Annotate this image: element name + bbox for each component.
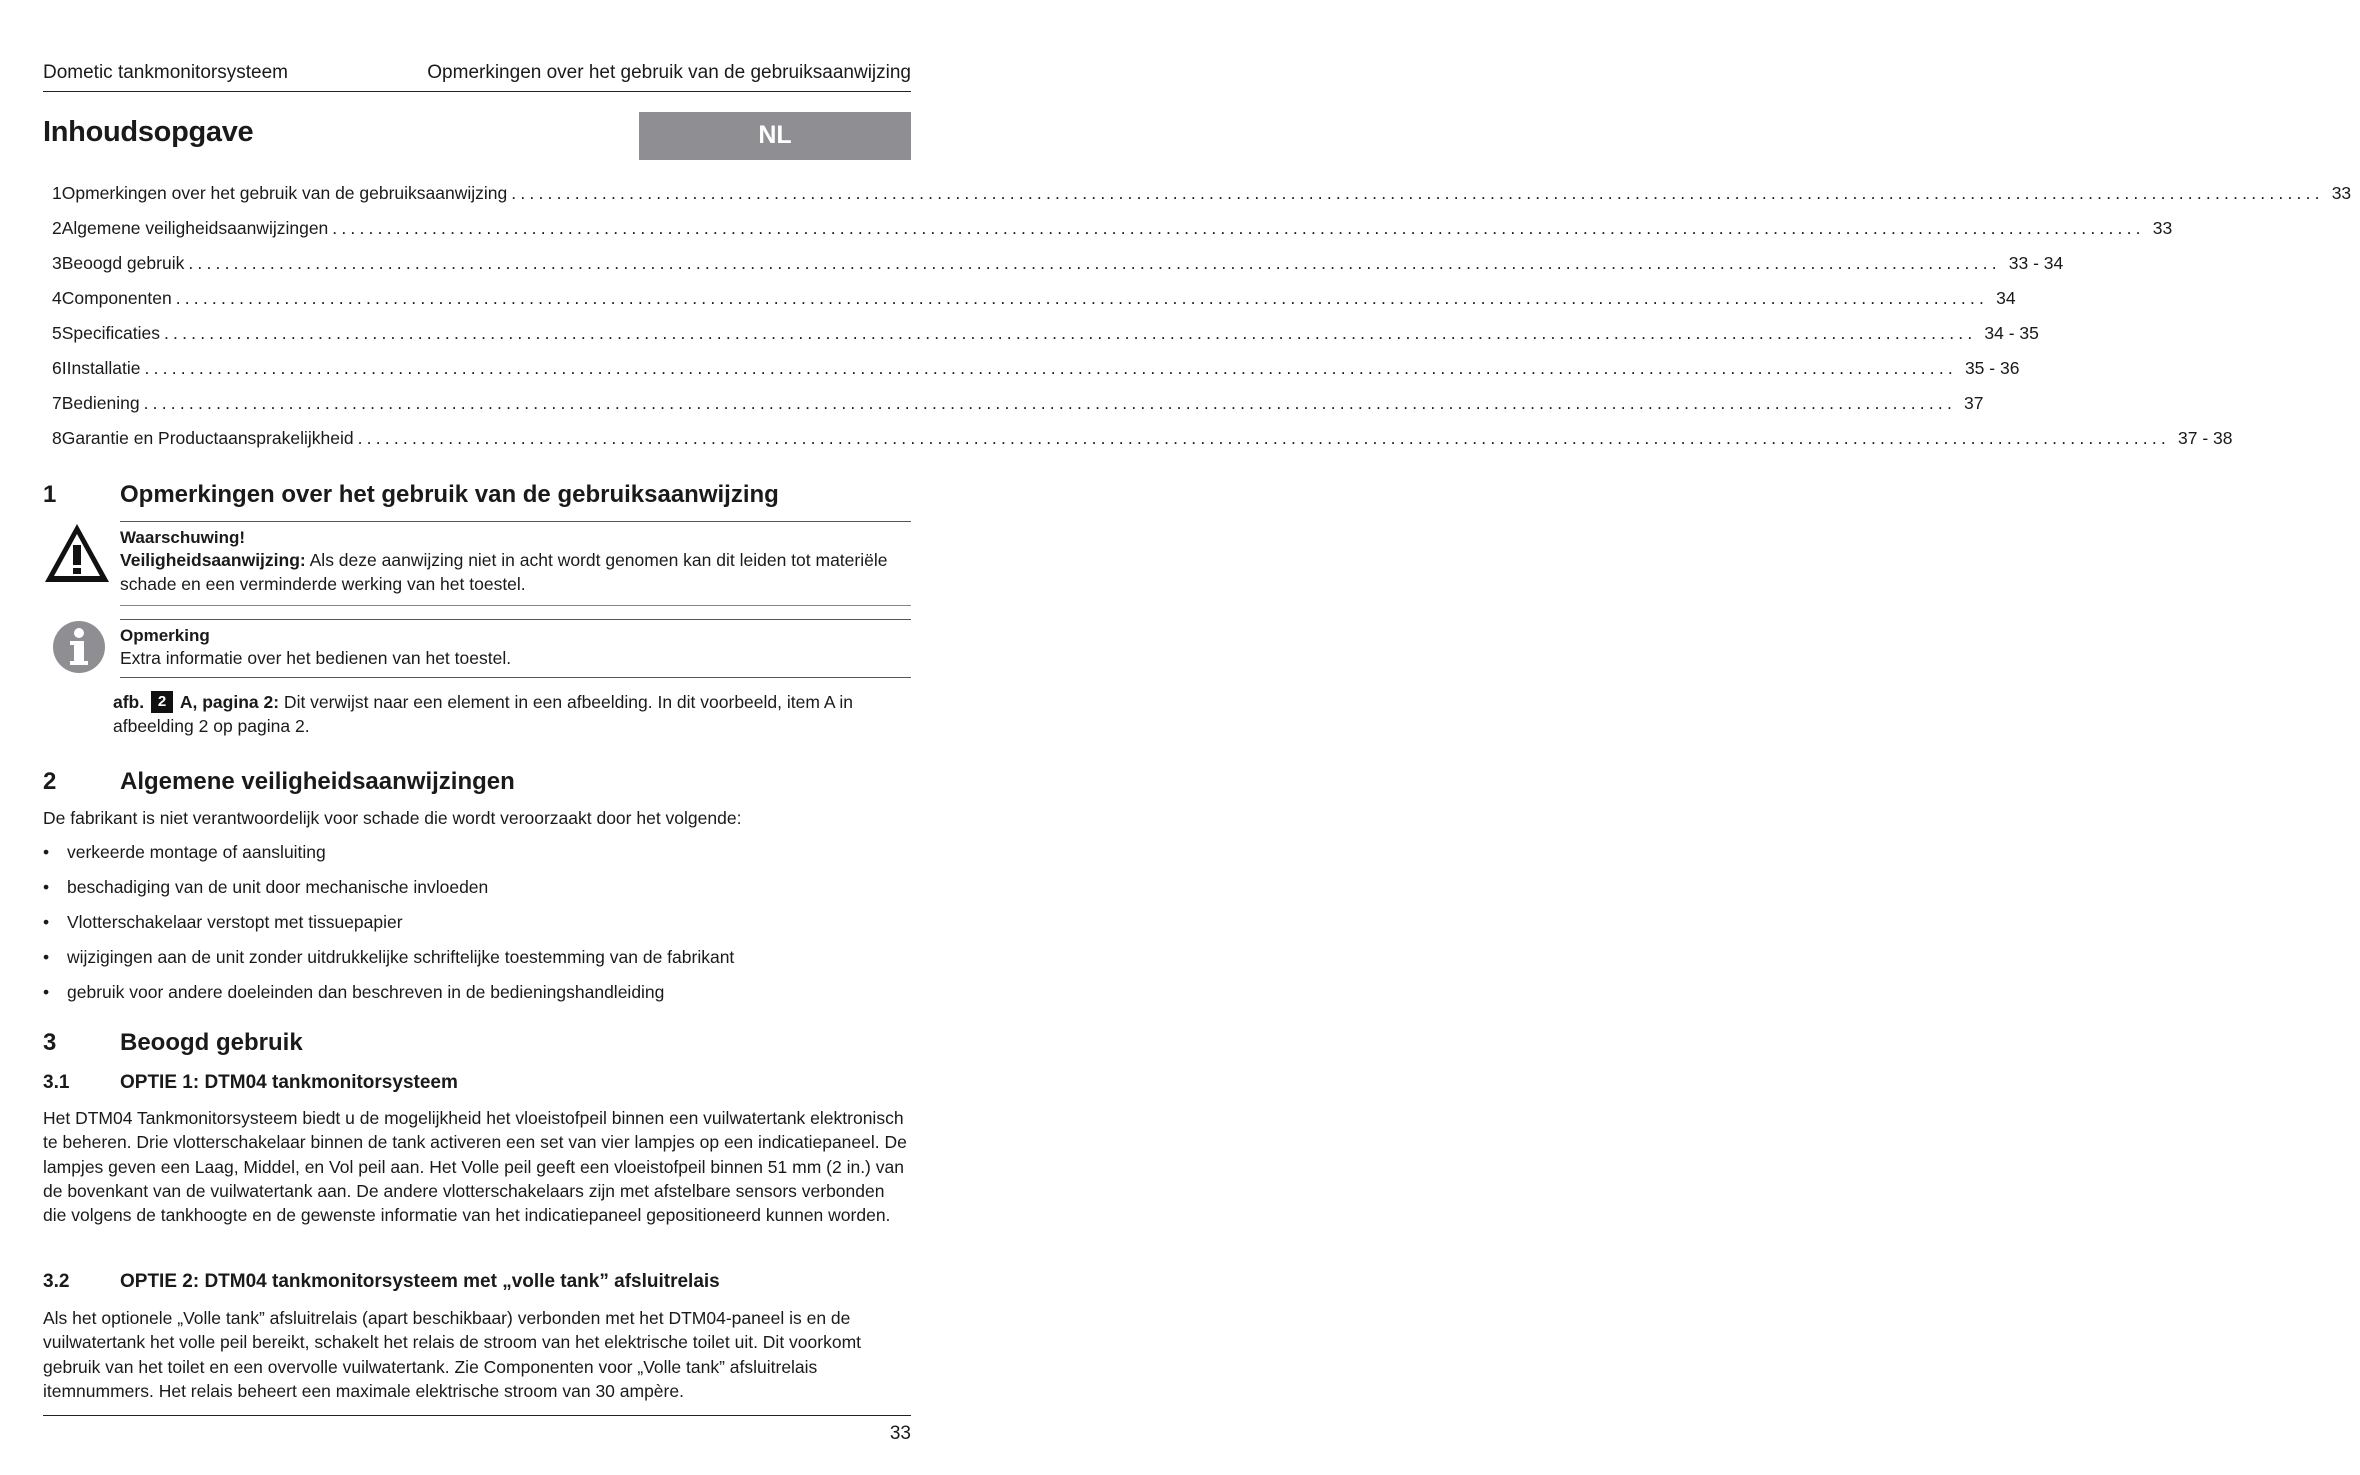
warning-label: Veiligheidsaanwijzing: [120, 550, 306, 570]
ref-text: Dit verwijst naar een element in een afbeelding. In dit voorbeeld, item A in afbeelding 2 op pagina 2. [113, 692, 854, 736]
list-item [43, 875, 911, 910]
footer-divider [43, 1415, 911, 1416]
toc-entry-number: 6 [52, 358, 62, 378]
note-title: Opmerking [120, 626, 210, 645]
section-title: Algemene veiligheidsaanwijzingen [120, 768, 515, 795]
divider [120, 521, 911, 522]
toc-leader-dots: ........................................................................................................................................................................................................ [332, 218, 2145, 238]
toc-entry-number: 4 [52, 288, 62, 308]
section-2-intro: De fabrikant is niet verantwoordelijk voor schade die wordt veroorzaakt door het volgende: [43, 808, 742, 828]
toc-leader-dots: ........................................................................................................................................................................................................ [511, 183, 2324, 203]
list-item [43, 945, 911, 980]
divider [120, 619, 911, 620]
section-number: 1 [43, 481, 57, 508]
warning-text [120, 548, 911, 596]
note-box [120, 626, 911, 670]
toc-entry-page: 33 [2324, 183, 2360, 204]
section-title: Beoogd gebruik [120, 1029, 303, 1056]
toc-entry-label: Beoogd gebruik [62, 253, 189, 274]
subsection-3-1-text: Het DTM04 Tankmonitorsysteem biedt u de mogelijkheid het vloeistofpeil binnen een vuilwatertank elektronisch te beheren. Drie vlotterschakelaar binnen de tank activeren een set van vier lampjes op een indicatiepaneel. De lampjes geven een Laag, Middel, en Vol peil aan. Het Volle peil geeft een vloeistofpeil binnen 51 mm (2 in.) van de bovenkant van de vuilwatertank aan. De andere vlotterschakelaars zijn met afstelbare sensors verbonden die volgens de tankhoogte en de gewenste informatie van het indicatiepaneel gepositioneerd kunnen worden. [43, 1108, 907, 1226]
warning-box [120, 528, 911, 596]
figure-number-box: 2 [151, 691, 173, 713]
bullet-dot: • [43, 982, 50, 1002]
toc-entry-page: 37 - 38 [2170, 428, 2241, 449]
toc-entry-label: Bediening [62, 393, 144, 414]
toc-entry-label: Componenten [62, 288, 176, 309]
subsection-title: OPTIE 2: DTM04 tankmonitorsysteem met „volle tank” afsluitrelais [120, 1271, 720, 1292]
list-item-text: beschadiging van de unit door mechanische invloeden [67, 877, 489, 897]
language-badge: NL [639, 112, 911, 160]
section-number: 2 [43, 768, 57, 795]
warning-title: Waarschuwing! [120, 528, 245, 547]
toc-entry[interactable] [43, 246, 2064, 281]
section-title: Opmerkingen over het gebruik van de gebruiksaanwijzing [120, 481, 779, 508]
toc-entry[interactable] [43, 421, 2233, 456]
toc-entry-label: Garantie en Productaansprakelijkheid [62, 428, 358, 449]
toc-entry-page: 34 - 35 [1976, 323, 2047, 344]
ref-label: A, pagina 2: [179, 692, 280, 712]
toc-entry-number: 8 [52, 428, 62, 448]
toc-leader-dots: ........................................................................................................................................................................................................ [188, 253, 2001, 273]
toc-entry[interactable] [43, 176, 2352, 211]
list-item-text: verkeerde montage of aansluiting [67, 842, 326, 862]
warning-body: Als deze aanwijzing niet in acht wordt genomen kan dit leiden tot materiële schade en een verminderde werking van het toestel. [120, 550, 888, 594]
subsection-3-2-text: Als het optionele „Volle tank” afsluitrelais (apart beschikbaar) verbonden met het DTM04-paneel is en de vuilwatertank het volle peil bereikt, schakelt het relais de stroom van het elektrische toilet uit. Dit voorkomt gebruik van het toilet en een overvolle vuilwatertank. Zie Componenten voor „Volle tank” afsluitrelais itemnummers. Het relais beheert een maximale elektrische stroom van 30 ampère. [43, 1308, 862, 1401]
toc-entry-page: 34 [1988, 288, 2024, 309]
toc-entry[interactable] [43, 211, 2173, 246]
toc-entry-page: 35 - 36 [1957, 358, 2028, 379]
divider [120, 677, 911, 678]
subsection-title: OPTIE 1: DTM04 tankmonitorsysteem [120, 1072, 458, 1093]
subsection-number: 3.1 [43, 1072, 70, 1093]
toc-title: Inhoudsopgave [43, 116, 254, 148]
list-item [43, 840, 911, 875]
header-product-name: Dometic tankmonitorsysteem [43, 62, 288, 83]
list-item-text: wijzigingen aan de unit zonder uitdrukkelijke schriftelijke toestemming van de fabrikant [67, 947, 735, 967]
warning-icon [42, 521, 112, 585]
toc-entry[interactable] [43, 351, 2020, 386]
toc-entry-number: 5 [52, 323, 62, 343]
header-section-title: Opmerkingen over het gebruik van de gebruiksaanwijzing [427, 62, 911, 83]
toc-entry-page: 37 [1956, 393, 1992, 414]
toc-entry-label: Opmerkingen over het gebruik van de gebruiksaanwijzing [62, 183, 512, 204]
toc-entry-page: 33 - 34 [2001, 253, 2072, 274]
bullet-list [43, 840, 911, 1015]
list-item-text: Vlotterschakelaar verstopt met tissuepapier [67, 912, 403, 932]
toc-entry-label: Specificaties [62, 323, 164, 344]
page-header [43, 60, 911, 92]
bullet-dot: • [43, 842, 50, 862]
toc-leader-dots: ........................................................................................................................................................................................................ [357, 428, 2170, 448]
ref-prefix: afb. [113, 692, 145, 712]
toc-entry-number: 3 [52, 253, 62, 273]
toc-entry[interactable] [43, 316, 2039, 351]
bullet-dot: • [43, 947, 50, 967]
toc-entry-number: 1 [52, 183, 62, 203]
page-number: 33 [889, 1423, 911, 1444]
toc-entry-label: Algemene veiligheidsaanwijzingen [62, 218, 333, 239]
toc-entry-number: 2 [52, 218, 62, 238]
list-item [43, 980, 911, 1015]
toc-entry[interactable] [43, 281, 2016, 316]
list-item-text: gebruik voor andere doeleinden dan beschreven in de bedieningshandleiding [67, 982, 665, 1002]
toc-leader-dots: ........................................................................................................................................................................................................ [163, 323, 1977, 343]
figure-reference-explanation [113, 690, 911, 738]
toc-entry-number: 7 [52, 393, 62, 413]
table-of-contents [43, 176, 2352, 456]
info-icon [52, 620, 106, 674]
toc-entry-label: IInstallatie [62, 358, 145, 379]
list-item [43, 910, 911, 945]
note-text: Extra informatie over het bedienen van het toestel. [120, 648, 512, 668]
toc-leader-dots: ........................................................................................................................................................................................................ [175, 288, 1989, 308]
toc-leader-dots: ........................................................................................................................................................................................................ [143, 393, 1957, 413]
bullet-dot: • [43, 912, 50, 932]
toc-entry-page: 33 [2145, 218, 2181, 239]
subsection-number: 3.2 [43, 1271, 70, 1292]
section-number: 3 [43, 1029, 57, 1056]
toc-leader-dots: ........................................................................................................................................................................................................ [144, 358, 1957, 378]
bullet-dot: • [43, 877, 50, 897]
divider [120, 605, 911, 606]
toc-entry[interactable] [43, 386, 1984, 421]
